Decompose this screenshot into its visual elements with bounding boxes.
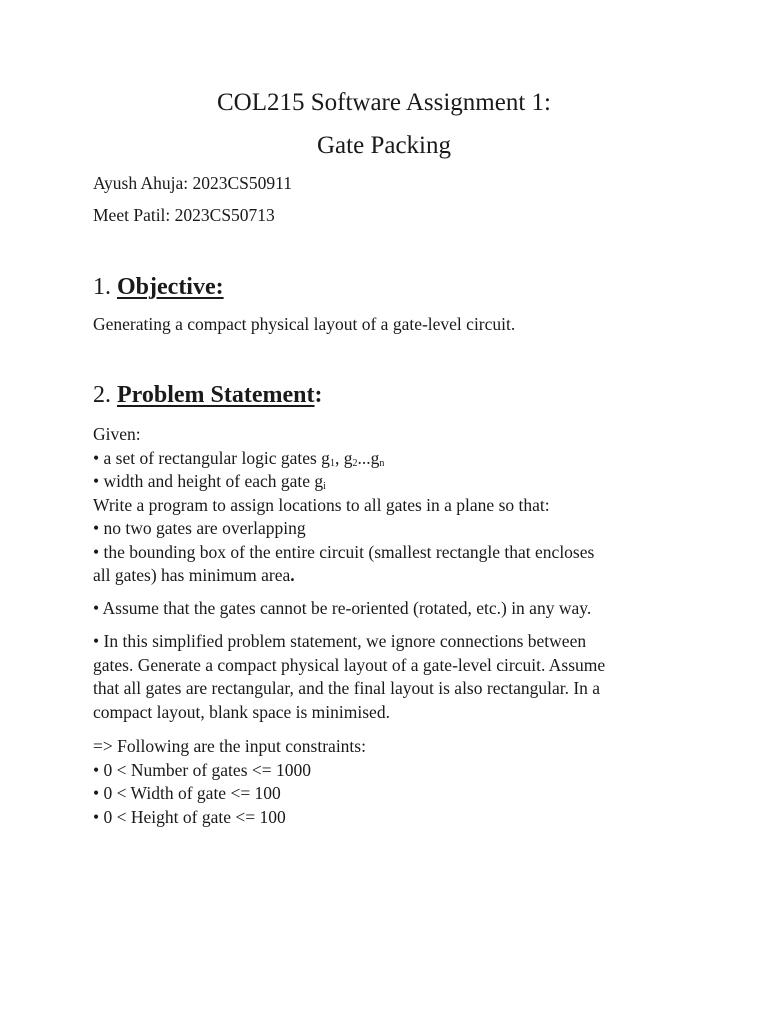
section-title: Problem Statement xyxy=(117,382,315,408)
document-title: COL215 Software Assignment 1: xyxy=(216,89,551,116)
constraint-item: • 0 < Width of gate <= 100 xyxy=(93,783,281,803)
document-subtitle: Gate Packing xyxy=(317,132,451,159)
bullet-gate-size: • width and height of each gate $g_i$ xyxy=(93,471,326,492)
paragraph-line: that all gates are rectangular, and the final layout is also rectangular. In a xyxy=(93,678,601,698)
given-label: Given: xyxy=(93,424,141,444)
bullet-gates: • a set of rectangular logic gates $g_1$, $g_2...g_n$ xyxy=(93,447,385,469)
write-program-text: Write a program to assign locations to all gates in a plane so that: xyxy=(93,494,550,515)
orientation-assumption: • Assume that the gates cannot be re-oriented (rotated, etc.) in any way. xyxy=(93,598,592,618)
constraints-intro: => Following are the input constraints: xyxy=(93,736,366,756)
paragraph-line: • In this simplified problem statement, we ignore connections between xyxy=(93,631,587,651)
section-heading-problem-statement xyxy=(93,380,323,410)
section-title: Objective: xyxy=(117,274,224,300)
problem-given-block xyxy=(93,423,683,588)
paragraph-line: compact layout, blank space is minimised. xyxy=(93,701,390,722)
objective-text: Generating a compact physical layout of a gate-level circuit. xyxy=(93,314,516,334)
simplified-statement xyxy=(93,630,683,724)
bullet-no-overlap: • no two gates are overlapping xyxy=(93,518,306,538)
section-number: 2. xyxy=(93,382,117,408)
paragraph-line: gates. Generate a compact physical layout of a gate-level circuit. Assume xyxy=(93,654,606,675)
section-number: 1. xyxy=(93,274,117,300)
author-line: Meet Patil: 2023CS50713 xyxy=(93,205,275,225)
section-colon: : xyxy=(314,382,323,408)
section-heading-objective xyxy=(93,272,224,302)
input-constraints xyxy=(93,735,683,829)
bullet-bounding-box: • the bounding box of the entire circuit (smallest rectangle that encloses xyxy=(93,541,595,562)
author-line: Ayush Ahuja: 2023CS50911 xyxy=(93,173,293,193)
constraint-item: • 0 < Number of gates <= 1000 xyxy=(93,759,311,780)
bullet-bounding-box-cont: all gates) has minimum area. xyxy=(93,565,295,585)
constraint-item: • 0 < Height of gate <= 100 xyxy=(93,806,286,827)
